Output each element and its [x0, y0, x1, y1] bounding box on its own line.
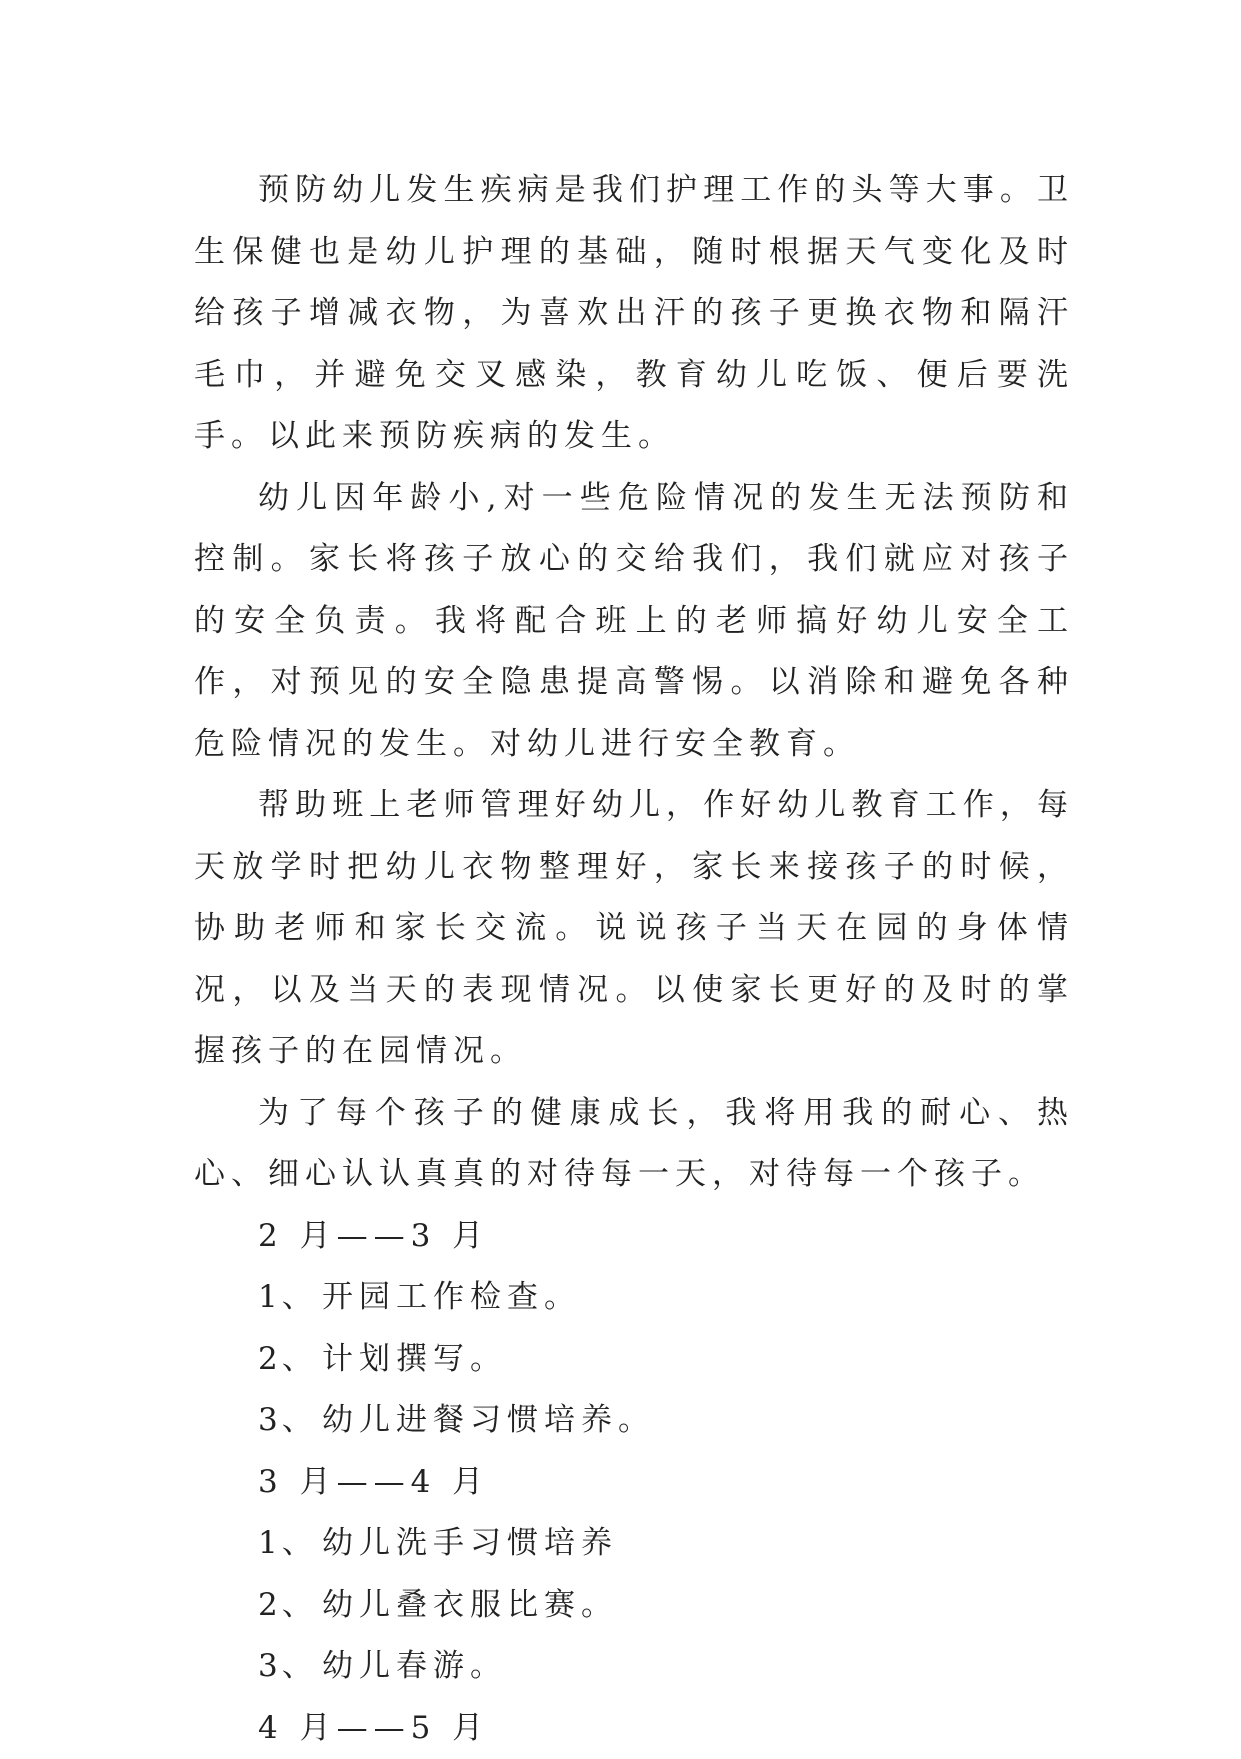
schedule-item	[194, 1575, 1074, 1637]
schedule-period-mar-apr: 3 月——4 月	[194, 1452, 1074, 1514]
paragraph-safety: 幼儿因年龄小,对一些危险情况的发生无法预防和控制。家长将孩子放心的交给我们，我们就应对孩子的安全负责。我将配合班上的老师搞好幼儿安全工作，对预见的安全隐患提高警惕。以消除和避免各种危险情况的发生。对幼儿进行安全教育。	[194, 468, 1074, 776]
schedule-item	[194, 1513, 1074, 1575]
document-body	[194, 160, 1074, 1759]
schedule-item	[194, 1329, 1074, 1391]
item-text: 计划撰写。	[322, 1341, 507, 1377]
item-text: 幼儿春游。	[322, 1648, 507, 1684]
item-text: 幼儿进餐习惯培养。	[322, 1402, 655, 1438]
item-number: 3、	[258, 1390, 322, 1452]
paragraph-parent-communication: 帮助班上老师管理好幼儿，作好幼儿教育工作，每天放学时把幼儿衣物整理好，家长来接孩子的时候，协助老师和家长交流。说说孩子当天在园的身体情况，以及当天的表现情况。以使家长更好的及时的掌握孩子的在园情况。	[194, 775, 1074, 1083]
paragraph-commitment: 为了每个孩子的健康成长，我将用我的耐心、热心、细心认认真真的对待每一天，对待每一个孩子。	[194, 1083, 1074, 1206]
schedule-period-apr-may: 4 月——5 月	[194, 1698, 1074, 1759]
item-number: 2、	[258, 1575, 322, 1637]
item-text: 开园工作检查。	[322, 1279, 581, 1315]
item-text: 幼儿叠衣服比赛。	[322, 1587, 618, 1623]
item-number: 2、	[258, 1329, 322, 1391]
schedule-item	[194, 1267, 1074, 1329]
item-number: 3、	[258, 1636, 322, 1698]
schedule-item	[194, 1636, 1074, 1698]
item-number: 1、	[258, 1513, 322, 1575]
schedule-item	[194, 1390, 1074, 1452]
item-text: 幼儿洗手习惯培养	[322, 1525, 618, 1561]
schedule-period-feb-mar: 2 月——3 月	[194, 1206, 1074, 1268]
paragraph-disease-prevention: 预防幼儿发生疾病是我们护理工作的头等大事。卫生保健也是幼儿护理的基础，随时根据天气变化及时给孩子增减衣物，为喜欢出汗的孩子更换衣物和隔汗毛巾，并避免交叉感染，教育幼儿吃饭、便后要洗手。以此来预防疾病的发生。	[194, 160, 1074, 468]
item-number: 1、	[258, 1267, 322, 1329]
